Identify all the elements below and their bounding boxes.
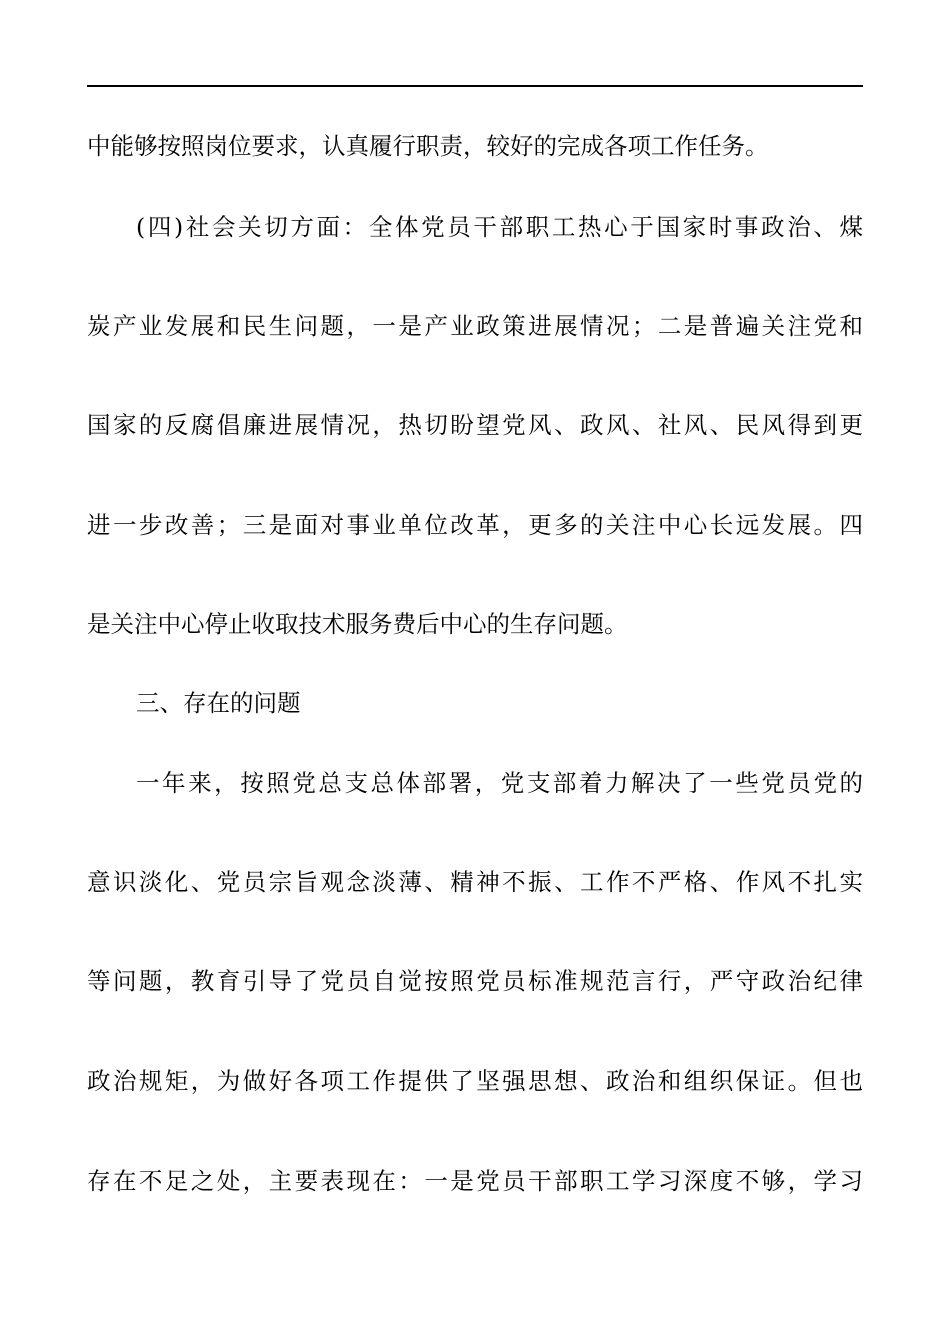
text-line: 存在不足之处，主要表现在：一是党员干部职工学习深度不够，学习 <box>87 1167 863 1195</box>
text-line: 一年来，按照党总支总体部署，党支部着力解决了一些党员党的 <box>136 769 863 797</box>
text-line: 等问题，教育引导了党员自觉按照党员标准规范言行，严守政治纪律 <box>87 967 863 995</box>
text-line: 中能够按照岗位要求，认真履行职责，较好的完成各项工作任务。 <box>87 132 769 160</box>
text-line: 国家的反腐倡廉进展情况，热切盼望党风、政风、社风、民风得到更 <box>87 411 863 439</box>
header-rule <box>87 85 863 87</box>
text-line: 政治规矩，为做好各项工作提供了坚强思想、政治和组织保证。但也 <box>87 1067 863 1095</box>
text-line: 意识淡化、党员宗旨观念淡薄、精神不振、工作不严格、作风不扎实 <box>87 868 863 896</box>
text-line: 炭产业发展和民生问题，一是产业政策进展情况；二是普遍关注党和 <box>87 312 863 340</box>
section-heading: 三、存在的问题 <box>136 689 301 717</box>
text-line: 是关注中心停止收取技术服务费后中心的生存问题。 <box>87 610 628 638</box>
text-line: 进一步改善；三是面对事业单位改革，更多的关注中心长远发展。四 <box>87 511 863 539</box>
text-line: (四)社会关切方面：全体党员干部职工热心于国家时事政治、煤 <box>136 213 863 241</box>
